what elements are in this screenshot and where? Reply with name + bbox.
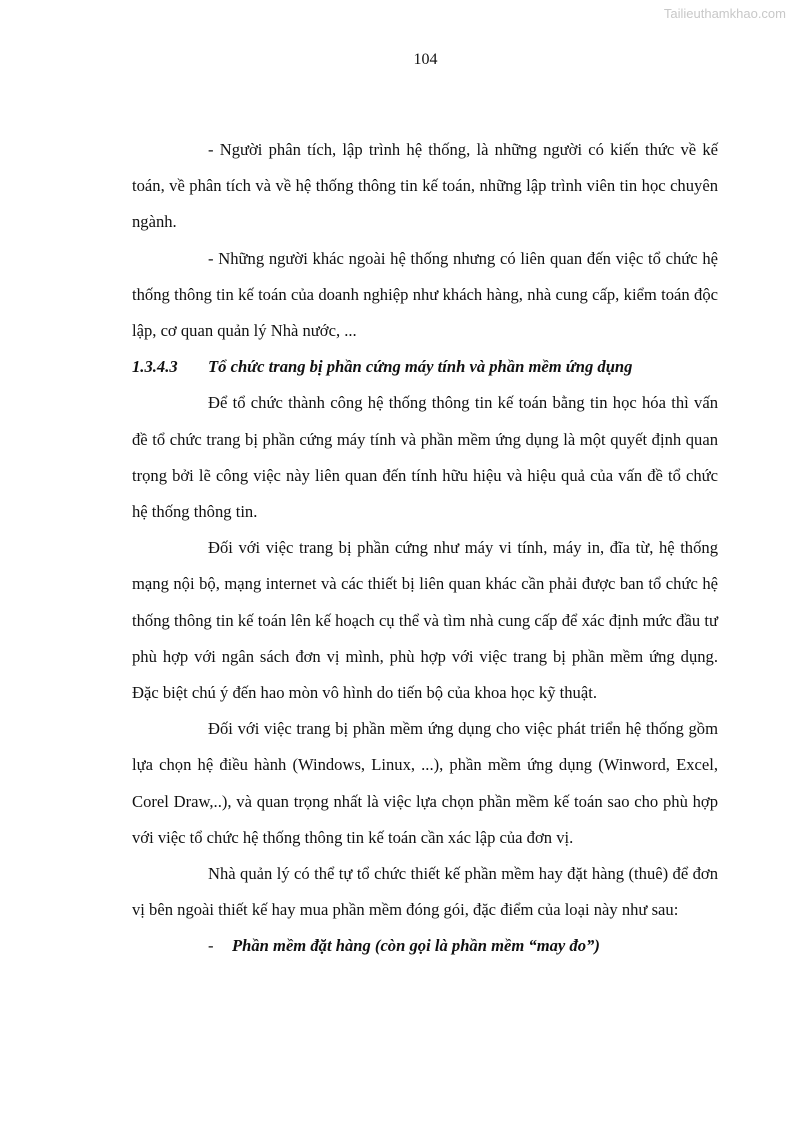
watermark: Tailieuthamkhao.com [663,6,786,21]
paragraph: - Người phân tích, lập trình hệ thống, là những người có kiến thức về kế toán, về phân tích và về hệ thống thông tin kế toán, những lập trình viên tin học chuyên ngành. [132,140,718,232]
bullet-item [132,928,718,964]
section-heading [132,349,718,385]
page-number: 104 [413,51,438,68]
bullet-text: Phần mềm đặt hàng (còn gọi là phần mềm “may đo”) [232,936,600,956]
paragraph: Đối với việc trang bị phần mềm ứng dụng cho việc phát triển hệ thống gồm lựa chọn hệ điều hành (Windows, Linux, ...), phần mềm ứng dụng (Winword, Excel, Corel Draw,..), và quan trọng nhất là việc lựa chọn phần mềm kế toán sao cho phù hợp với việc tổ chức hệ thống thông tin kế toán cần xác lập của đơn vị. [132,719,718,847]
paragraph: Đối với việc trang bị phần cứng như máy vi tính, máy in, đĩa từ, hệ thống mạng nội bộ, mạng internet và các thiết bị liên quan khác cần phải được ban tổ chức hệ thống thông tin kế toán lên kế hoạch cụ thể và tìm nhà cung cấp để xác định mức đầu tư phù hợp với ngân sách đơn vị mình, phù hợp với việc trang bị phần mềm ứng dụng. Đặc biệt chú ý đến hao mòn vô hình do tiến bộ của khoa học kỹ thuật. [132,538,718,703]
paragraph: - Những người khác ngoài hệ thống nhưng có liên quan đến việc tổ chức hệ thống thông tin kế toán của doanh nghiệp như khách hàng, nhà cung cấp, kiểm toán độc lập, cơ quan quản lý Nhà nước, ... [132,248,718,341]
section-number: 1.3.4.3 [132,357,178,377]
paragraph: Để tổ chức thành công hệ thống thông tin kế toán bằng tin học hóa thì vấn đề tổ chức trang bị phần cứng máy tính và phần mềm ứng dụng là một quyết định quan trọng bởi lẽ công việc này liên quan đến tính hữu hiệu và hiệu quả của vấn đề tổ chức hệ thống thông tin. [132,393,718,522]
document-body [132,132,718,965]
bullet-dash: - [208,936,214,956]
section-title: Tổ chức trang bị phần cứng máy tính và phần mềm ứng dụng [208,357,633,377]
paragraph: Nhà quản lý có thể tự tổ chức thiết kế phần mềm hay đặt hàng (thuê) để đơn vị bên ngoài thiết kế hay mua phần mềm đóng gói, đặc điểm của loại này như sau: [132,864,718,920]
